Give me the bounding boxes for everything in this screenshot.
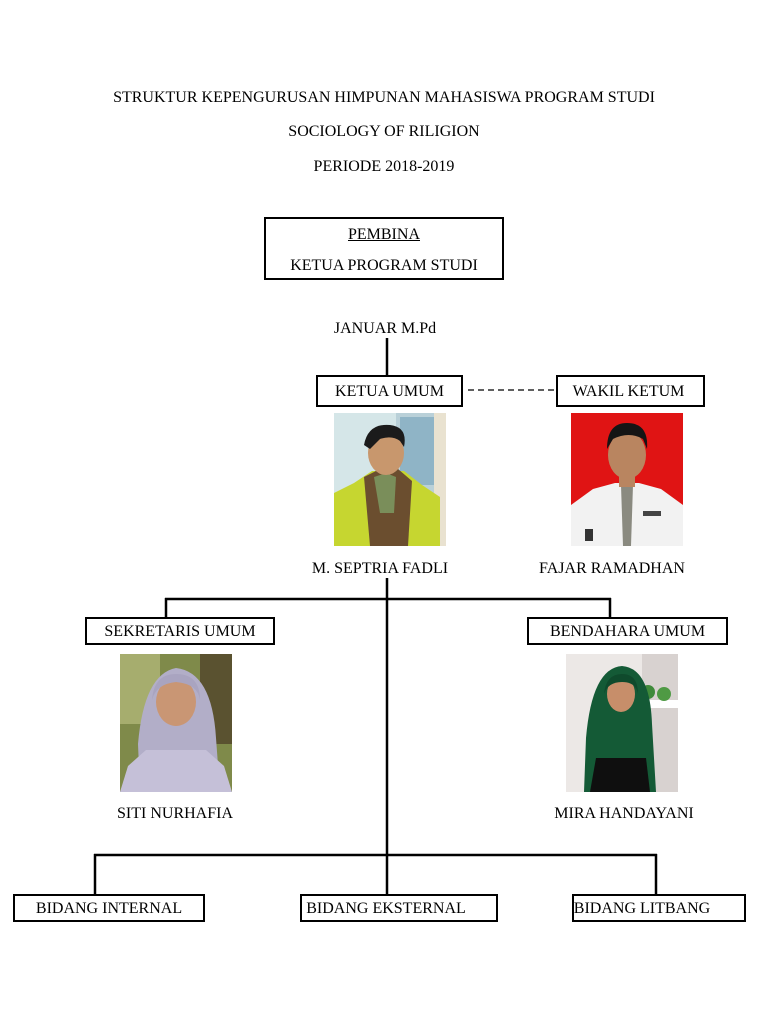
wakil-ketum-box [556,375,705,407]
pembina-name: JANUAR M.Pd [333,320,437,337]
bidang-internal-label: BIDANG INTERNAL [35,900,183,917]
wakil-ketum-name: FAJAR RAMADHAN [539,560,685,577]
ketua-umum-name: M. SEPTRIA FADLI [311,560,449,577]
bendahara-umum-role: BENDAHARA UMUM [549,623,706,640]
chart-title-line-2: SOCIOLOGY OF RILIGION [288,123,480,140]
bidang-eksternal-box [300,894,498,922]
pembina-box [264,217,504,280]
ketua-umum-photo [334,413,446,546]
bendahara-umum-box [527,617,728,645]
bidang-internal-box [13,894,205,922]
sekretaris-umum-photo [120,654,232,792]
wakil-ketum-photo [571,413,683,546]
pembina-role: KETUA PROGRAM STUDI [290,257,478,274]
ketua-umum-box [316,375,463,407]
bidang-eksternal-label: BIDANG EKSTERNAL [306,900,466,917]
bidang-litbang-label: BIDANG LITBANG [573,900,711,917]
sekretaris-umum-name: SITI NURHAFIA [117,805,233,822]
chart-title-line-3: PERIODE 2018-2019 [313,158,455,175]
bendahara-umum-name: MIRA HANDAYANI [554,805,694,822]
chart-title-line-1: STRUKTUR KEPENGURUSAN HIMPUNAN MAHASISWA PROGRAM STUDI [113,89,655,106]
ketua-umum-role: KETUA UMUM [335,383,444,400]
sekretaris-umum-box [85,617,275,645]
bidang-litbang-box [572,894,746,922]
wakil-ketum-role: WAKIL KETUM [572,383,685,400]
pembina-heading: PEMBINA [347,226,420,243]
bendahara-umum-photo [566,654,678,792]
sekretaris-umum-role: SEKRETARIS UMUM [104,623,256,640]
